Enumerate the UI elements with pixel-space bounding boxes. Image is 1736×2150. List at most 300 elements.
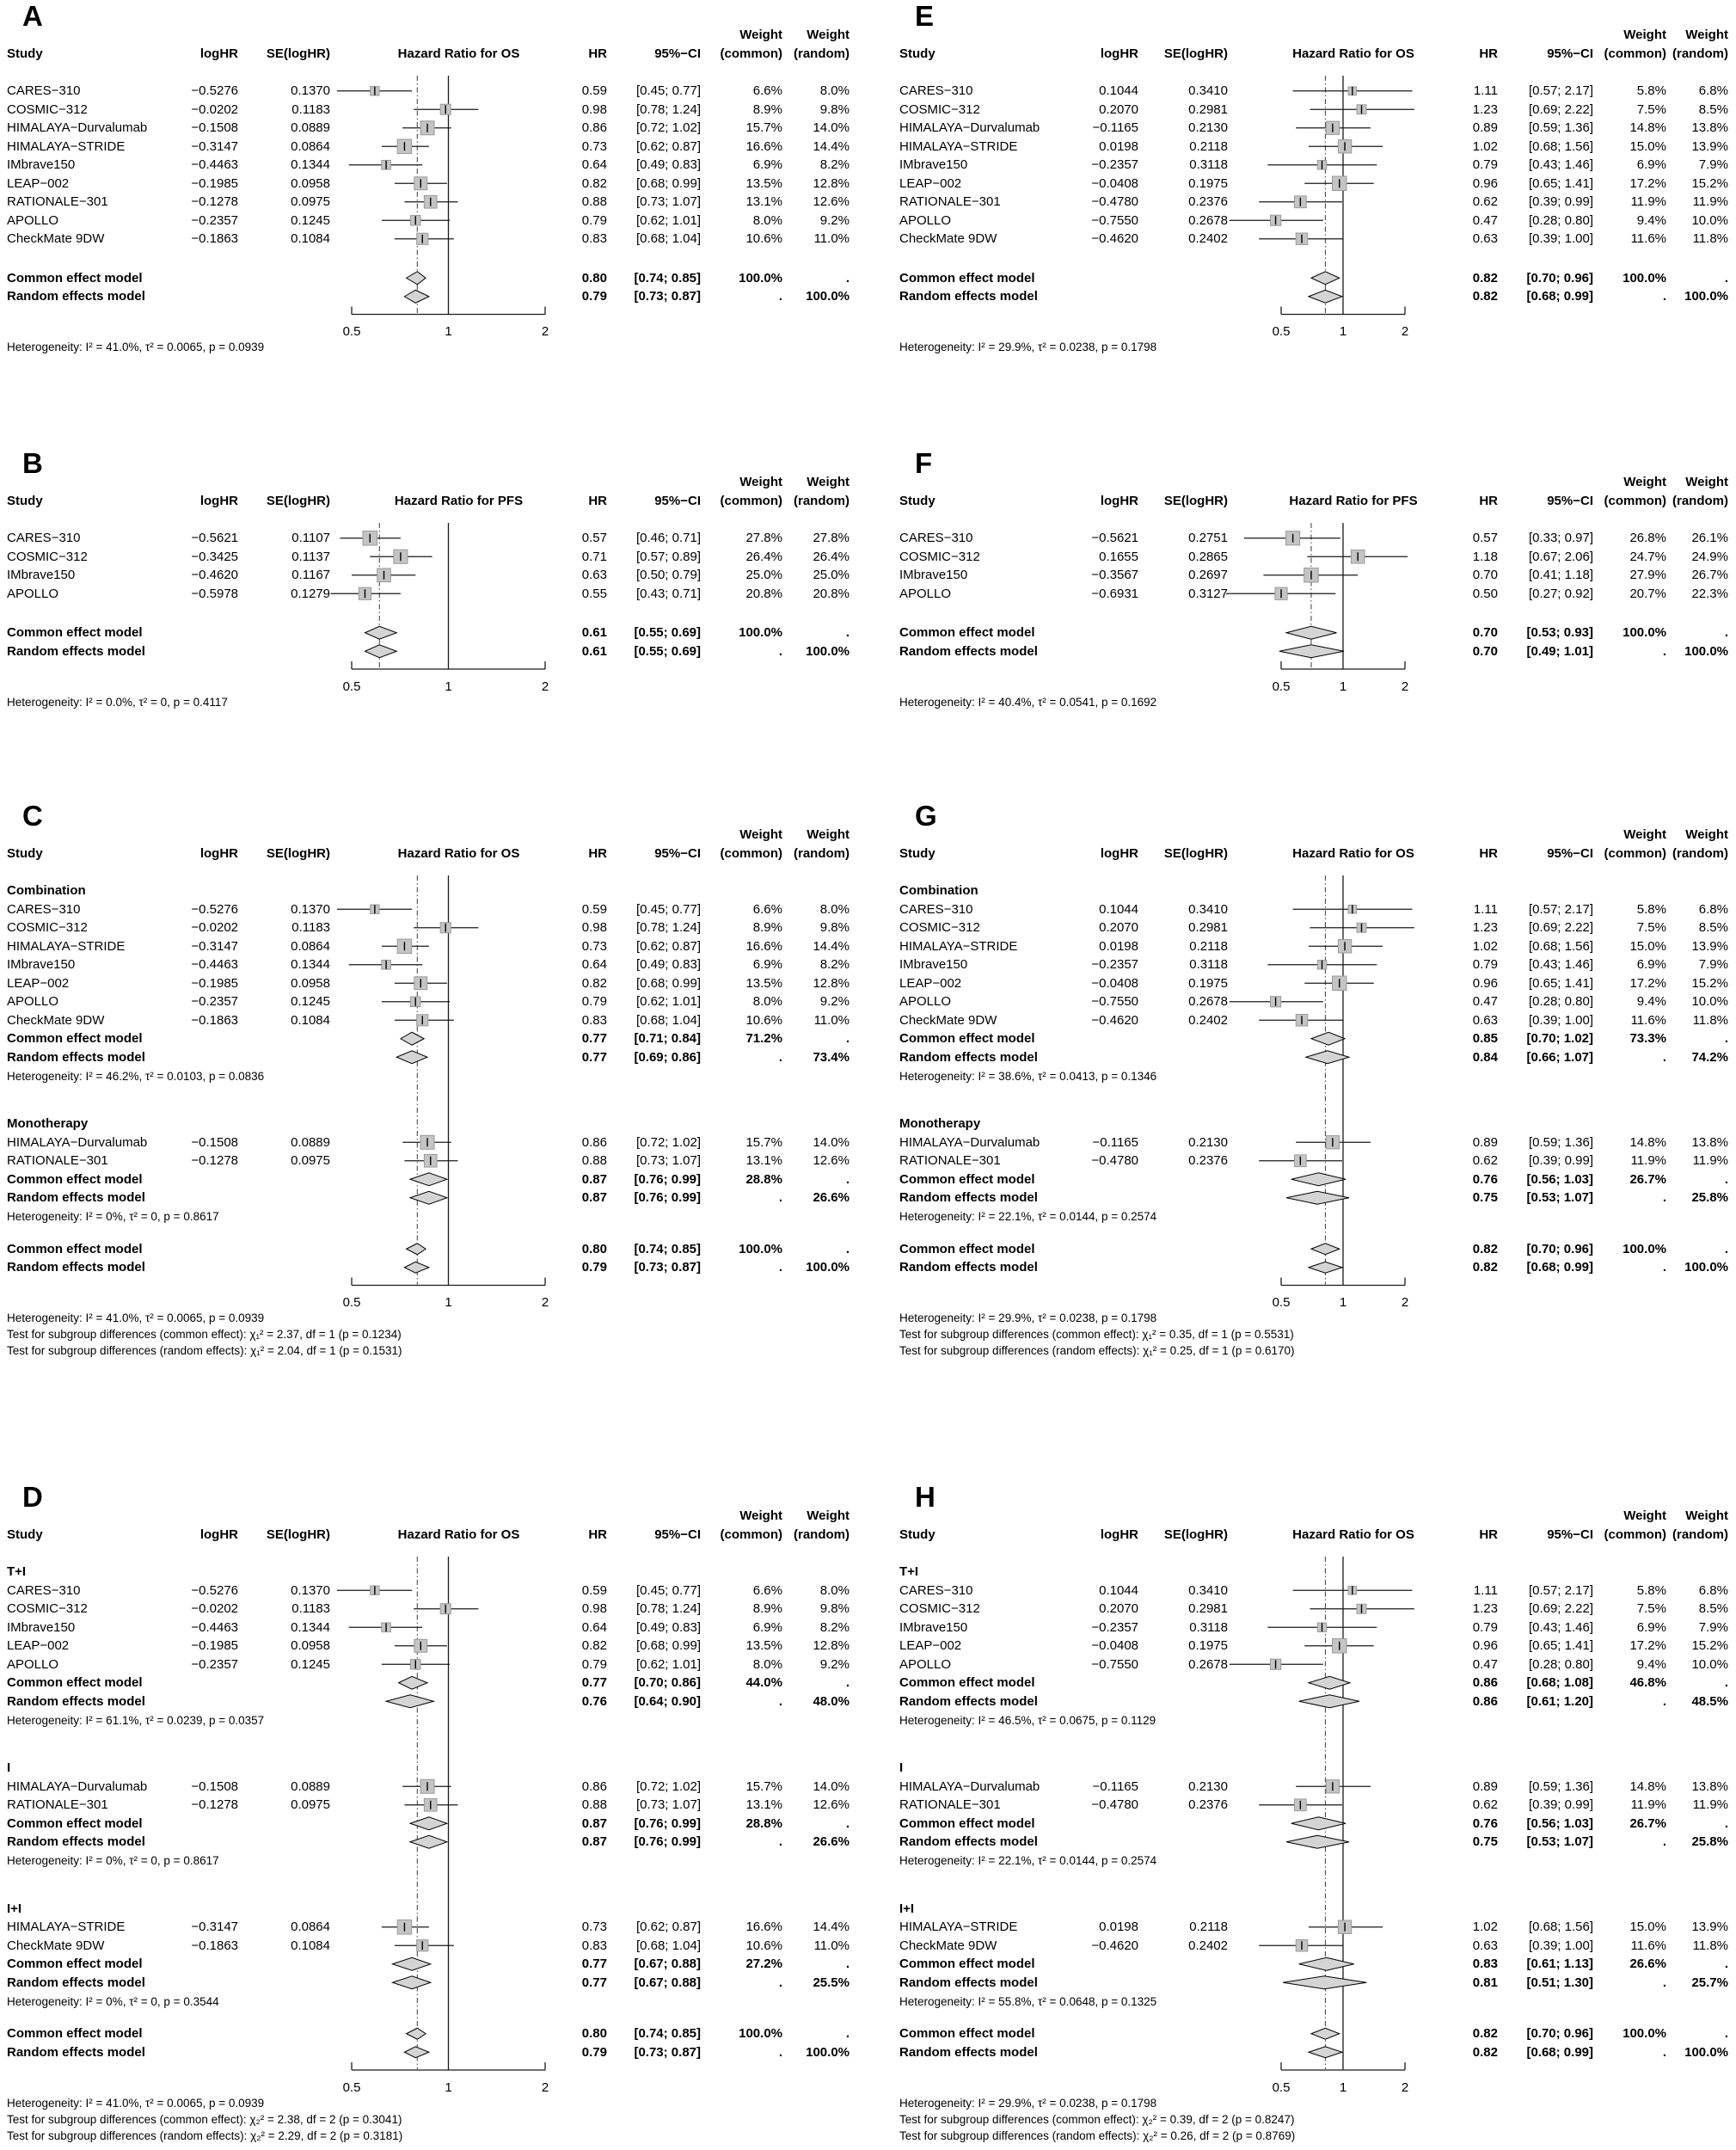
loghr-value: 0.0198 [1099, 138, 1138, 154]
summary-diamond [404, 290, 428, 303]
hr-value: 0.88 [581, 1797, 607, 1813]
se-value: 0.3410 [1188, 1582, 1228, 1598]
panel-letter: G [915, 800, 937, 832]
summary-common-weight-random: . [845, 1675, 850, 1691]
weight-random-value: 14.0% [813, 1134, 850, 1150]
panel-C [0, 800, 868, 1481]
study-name: IMbrave150 [899, 957, 968, 973]
axis-tick-label: 2 [541, 1295, 549, 1310]
summary-random-ci: [0.73; 0.87] [634, 289, 701, 304]
weight-random-value: 8.5% [1698, 101, 1728, 117]
summary-common-weight-random: . [1724, 1031, 1728, 1047]
weight-random-value: 22.3% [1691, 586, 1728, 601]
ci-value: [0.49; 0.83] [635, 157, 701, 173]
hr-value: 0.96 [1472, 1638, 1498, 1654]
axis-tick-label: 0.5 [342, 2079, 361, 2095]
col-header-se: SE(logHR) [1163, 493, 1228, 508]
hr-value: 1.23 [1472, 920, 1498, 936]
study-name: COSMIC−312 [7, 920, 88, 936]
loghr-value: −0.2357 [191, 212, 238, 228]
weight-common-value: 9.4% [1636, 1656, 1666, 1672]
axis-tick-label: 1 [1339, 2079, 1347, 2095]
summary-random-weight-random: 73.4% [813, 1049, 850, 1065]
study-name: CheckMate 9DW [899, 1012, 997, 1028]
summary-common-weight-random: . [1724, 1815, 1728, 1831]
col-header-common: (common) [1604, 845, 1666, 861]
weight-random-value: 11.8% [1692, 1938, 1728, 1953]
hr-value: 1.11 [1473, 83, 1498, 99]
overall-random-ci: [0.68; 0.99] [1526, 2044, 1593, 2060]
loghr-value: 0.2070 [1099, 101, 1138, 117]
weight-random-value: 13.9% [1691, 1920, 1728, 1935]
summary-common-hr: 0.61 [581, 625, 607, 641]
se-value: 0.2678 [1188, 1656, 1228, 1672]
summary-common-label: Common effect model [899, 1171, 1035, 1187]
overall-common-weight-common: 100.0% [739, 1241, 782, 1256]
se-value: 0.1183 [291, 101, 330, 117]
loghr-value: −0.4463 [191, 1619, 238, 1635]
se-value: 0.2130 [1188, 120, 1228, 136]
weight-random-value: 6.8% [1698, 901, 1728, 917]
weight-random-value: 10.0% [1691, 212, 1728, 228]
summary-common-hr: 0.80 [581, 270, 607, 286]
col-header-random: (random) [794, 46, 850, 61]
overall-common-weight-common: 100.0% [739, 2026, 782, 2042]
summary-common-ci: [0.61; 1.13] [1526, 1956, 1593, 1972]
col-header-weight-common: Weight [1623, 826, 1666, 842]
summary-common-hr: 0.70 [1472, 625, 1498, 641]
ci-value: [0.43; 0.71] [635, 586, 701, 601]
se-value: 0.0958 [291, 175, 330, 191]
summary-common-hr: 0.76 [1472, 1815, 1498, 1831]
overall-common-hr: 0.80 [581, 1241, 607, 1256]
hr-value: 0.89 [1472, 120, 1498, 136]
summary-common-hr: 0.87 [581, 1815, 607, 1831]
weight-random-value: 9.8% [819, 920, 850, 936]
summary-common-ci: [0.68; 1.08] [1526, 1675, 1593, 1691]
summary-common-weight-random: . [845, 1815, 850, 1831]
col-header-plot-label: Hazard Ratio for OS [397, 46, 520, 61]
overall-random-hr: 0.79 [581, 1260, 607, 1275]
hr-value: 0.82 [581, 975, 607, 991]
se-value: 0.1975 [1188, 175, 1228, 191]
weight-random-value: 13.9% [1691, 138, 1728, 154]
overall-random-weight-random: 100.0% [806, 2044, 850, 2060]
ci-value: [0.68; 1.56] [1528, 1920, 1593, 1935]
study-name: RATIONALE−301 [899, 1153, 1001, 1169]
overall-random-hr: 0.82 [1472, 2044, 1498, 2060]
se-value: 0.0889 [291, 1134, 330, 1150]
ci-value: [0.46; 0.71] [635, 531, 701, 546]
summary-common-weight-random: . [1724, 1171, 1728, 1187]
se-value: 0.2118 [1189, 938, 1228, 954]
weight-common-value: 10.6% [745, 1938, 782, 1953]
group-label: Monotherapy [7, 1116, 89, 1132]
summary-random-hr: 0.76 [581, 1693, 607, 1709]
study-name: CheckMate 9DW [899, 1938, 997, 1953]
col-header-study: Study [7, 1526, 43, 1542]
hr-value: 0.59 [581, 901, 607, 917]
col-header-study: Study [7, 493, 43, 508]
hr-value: 1.18 [1472, 549, 1498, 564]
study-name: COSMIC−312 [899, 920, 980, 936]
study-name: HIMALAYA−Durvalumab [899, 1134, 1040, 1150]
panel-letter: C [22, 800, 43, 832]
weight-random-value: 26.4% [813, 549, 850, 564]
col-header-hr: HR [588, 46, 607, 61]
summary-random-weight-random: 25.7% [1691, 1975, 1728, 1990]
overall-random-label: Random effects model [7, 2044, 145, 2060]
summary-diamond [393, 1957, 431, 1970]
study-name: APOLLO [7, 212, 59, 228]
study-name: CheckMate 9DW [899, 231, 997, 247]
weight-common-value: 11.6% [1630, 231, 1666, 247]
se-value: 0.2751 [1188, 531, 1228, 546]
study-name: CheckMate 9DW [7, 1012, 105, 1028]
study-name: RATIONALE−301 [7, 194, 108, 210]
ci-value: [0.28; 0.80] [1528, 994, 1593, 1010]
ci-value: [0.62; 0.87] [635, 1920, 701, 1935]
weight-common-value: 15.0% [1629, 938, 1666, 954]
weight-random-value: 15.2% [1691, 175, 1728, 191]
ci-value: [0.68; 1.04] [635, 1938, 701, 1953]
loghr-value: −0.2357 [191, 1656, 238, 1672]
study-name: HIMALAYA−STRIDE [899, 1920, 1018, 1935]
col-header-study: Study [7, 46, 43, 61]
footnote: Test for subgroup differences (random effects): χ₁² = 0.25, df = 1 (p = 0.6170) [899, 1344, 1295, 1357]
summary-random-ci: [0.66; 1.07] [1526, 1049, 1593, 1065]
summary-random-weight-common: . [778, 1049, 782, 1065]
weight-common-value: 7.5% [1636, 920, 1666, 936]
se-value: 0.1370 [291, 83, 330, 99]
summary-common-label: Common effect model [899, 1675, 1035, 1691]
summary-common-weight-random: . [845, 270, 850, 286]
hr-value: 0.79 [581, 212, 607, 228]
loghr-value: −0.2357 [1091, 1619, 1138, 1635]
weight-random-value: 14.4% [813, 1920, 850, 1935]
study-name: HIMALAYA−Durvalumab [899, 120, 1040, 136]
summary-random-ci: [0.76; 0.99] [634, 1190, 701, 1206]
col-header-plot-label: Hazard Ratio for OS [397, 1526, 520, 1542]
summary-random-weight-random: 26.6% [813, 1190, 850, 1206]
weight-random-value: 25.0% [813, 568, 850, 583]
loghr-value: −0.0408 [1091, 175, 1138, 191]
hr-value: 0.57 [1472, 531, 1498, 546]
hr-value: 0.63 [1472, 1938, 1498, 1953]
col-header-plot-label: Hazard Ratio for PFS [1289, 493, 1418, 508]
col-header-weight-random: Weight [1685, 1508, 1728, 1523]
loghr-value: −0.5978 [191, 586, 238, 601]
col-header-ci: 95%−CI [654, 1526, 701, 1542]
study-name: COSMIC−312 [7, 549, 88, 564]
loghr-value: −0.4620 [1091, 231, 1138, 247]
loghr-value: 0.2070 [1099, 1601, 1138, 1617]
ci-value: [0.68; 1.04] [635, 231, 701, 247]
se-value: 0.2376 [1188, 1797, 1228, 1813]
col-header-common: (common) [1604, 493, 1666, 508]
hr-value: 1.23 [1472, 1601, 1498, 1617]
weight-common-value: 13.5% [745, 975, 782, 991]
study-name: LEAP−002 [7, 175, 70, 191]
overall-common-ci: [0.70; 0.96] [1526, 2026, 1593, 2042]
weight-common-value: 11.9% [1630, 1797, 1666, 1813]
hr-value: 0.64 [581, 957, 607, 973]
hr-value: 0.89 [1472, 1778, 1498, 1794]
col-header-se: SE(logHR) [1163, 845, 1228, 861]
summary-random-weight-common: . [1662, 1049, 1666, 1065]
weight-random-value: 10.0% [1691, 994, 1728, 1010]
summary-random-weight-random: 100.0% [806, 289, 850, 304]
ci-value: [0.72; 1.02] [635, 1134, 701, 1150]
footnote: Test for subgroup differences (random effects): χ₂² = 2.29, df = 2 (p = 0.3181) [7, 2128, 403, 2142]
group-label: T+I [7, 1564, 27, 1580]
weight-common-value: 10.6% [745, 231, 782, 247]
study-name: CARES−310 [7, 83, 81, 99]
loghr-value: −0.0408 [1091, 1638, 1138, 1654]
footnote: Heterogeneity: I² = 0.0%, τ² = 0, p = 0.4117 [7, 695, 228, 709]
weight-random-value: 9.8% [819, 1601, 850, 1617]
summary-diamond [407, 1244, 426, 1255]
col-header-hr: HR [1479, 46, 1498, 61]
ci-value: [0.68; 1.56] [1528, 938, 1593, 954]
se-value: 0.3118 [1189, 157, 1228, 173]
col-header-common: (common) [720, 845, 782, 861]
hr-value: 0.63 [1472, 231, 1498, 247]
weight-common-value: 16.6% [745, 1920, 782, 1935]
col-header-weight-random: Weight [1685, 474, 1728, 489]
weight-random-value: 14.4% [813, 938, 850, 954]
summary-common-hr: 0.76 [1472, 1171, 1498, 1187]
weight-random-value: 13.8% [1691, 1134, 1728, 1150]
study-name: HIMALAYA−STRIDE [7, 138, 126, 154]
axis-tick-label: 1 [1339, 679, 1347, 694]
ci-value: [0.78; 1.24] [635, 1601, 701, 1617]
loghr-value: 0.0198 [1099, 938, 1138, 954]
study-name: COSMIC−312 [899, 101, 980, 117]
ci-value: [0.33; 0.97] [1528, 531, 1593, 546]
study-name: APOLLO [7, 586, 59, 601]
se-value: 0.2865 [1188, 549, 1228, 564]
weight-common-value: 8.0% [752, 1656, 782, 1672]
summary-common-weight-common: 27.2% [745, 1956, 782, 1972]
heterogeneity-note: Heterogeneity: I² = 38.6%, τ² = 0.0413, p = 0.1346 [899, 1069, 1157, 1083]
ci-value: [0.62; 0.87] [635, 138, 701, 154]
se-value: 0.1084 [291, 1012, 330, 1028]
weight-common-value: 13.5% [745, 175, 782, 191]
loghr-value: −0.2357 [191, 994, 238, 1010]
axis-tick-label: 0.5 [1272, 679, 1291, 694]
summary-random-ci: [0.61; 1.20] [1526, 1693, 1593, 1709]
study-name: LEAP−002 [899, 975, 962, 991]
summary-random-hr: 0.87 [581, 1834, 607, 1850]
col-header-hr: HR [1479, 845, 1498, 861]
se-value: 0.2376 [1188, 1153, 1228, 1169]
axis-tick-label: 0.5 [342, 1295, 361, 1310]
se-value: 0.1183 [291, 920, 330, 936]
group-label: Combination [899, 883, 978, 899]
study-name: LEAP−002 [7, 975, 70, 991]
se-value: 0.1975 [1188, 975, 1228, 991]
summary-common-ci: [0.71; 0.84] [634, 1031, 701, 1047]
hr-value: 0.62 [1472, 1153, 1498, 1169]
weight-random-value: 11.0% [813, 1938, 850, 1953]
overall-random-weight-random: 100.0% [1684, 1260, 1728, 1275]
summary-common-hr: 0.82 [1472, 270, 1498, 286]
summary-common-weight-random: . [845, 1171, 850, 1187]
footnote: Test for subgroup differences (random effects): χ₁² = 2.04, df = 1 (p = 0.1531) [7, 1344, 402, 1357]
col-header-se: SE(logHR) [1163, 46, 1228, 61]
summary-common-ci: [0.70; 0.96] [1526, 270, 1593, 286]
study-name: IMbrave150 [7, 157, 76, 173]
weight-random-value: 12.8% [813, 975, 850, 991]
loghr-value: 0.1044 [1099, 901, 1138, 917]
overall-common-weight-common: 100.0% [1623, 2026, 1666, 2042]
summary-common-label: Common effect model [899, 1031, 1035, 1047]
se-value: 0.2981 [1188, 920, 1228, 936]
study-name: HIMALAYA−STRIDE [899, 938, 1018, 954]
panel-letter: B [22, 447, 43, 479]
loghr-value: −0.4620 [191, 568, 238, 583]
summary-common-weight-random: . [1724, 1956, 1728, 1972]
summary-common-ci: [0.74; 0.85] [634, 270, 701, 286]
ci-value: [0.68; 0.99] [635, 175, 701, 191]
summary-random-label: Random effects model [899, 1693, 1038, 1709]
study-name: CARES−310 [899, 83, 973, 99]
weight-random-value: 11.8% [1692, 1012, 1728, 1028]
summary-common-label: Common effect model [899, 1956, 1035, 1972]
summary-random-ci: [0.68; 0.99] [1526, 289, 1593, 304]
summary-random-hr: 0.77 [581, 1049, 607, 1065]
overall-random-label: Random effects model [899, 2044, 1038, 2060]
col-header-ci: 95%−CI [654, 493, 701, 508]
footnote: Heterogeneity: I² = 29.9%, τ² = 0.0238, p = 0.1798 [899, 341, 1157, 353]
hr-value: 0.82 [581, 1638, 607, 1654]
summary-common-label: Common effect model [7, 1675, 143, 1691]
loghr-value: −0.3147 [191, 138, 238, 154]
hr-value: 0.63 [581, 568, 607, 583]
col-header-loghr: logHR [1100, 1526, 1138, 1542]
col-header-weight-random: Weight [807, 1508, 850, 1523]
weight-random-value: 12.6% [813, 1153, 850, 1169]
summary-diamond [1311, 2028, 1340, 2039]
weight-random-value: 10.0% [1691, 1656, 1728, 1672]
study-name: IMbrave150 [899, 157, 968, 173]
weight-common-value: 13.1% [745, 194, 782, 210]
summary-random-weight-common: . [1662, 1693, 1666, 1709]
col-header-loghr: logHR [199, 1526, 238, 1542]
ci-value: [0.68; 0.99] [635, 975, 701, 991]
hr-value: 0.64 [581, 157, 607, 173]
study-name: CARES−310 [899, 1582, 973, 1598]
summary-random-weight-random: 26.6% [813, 1834, 850, 1850]
summary-random-label: Random effects model [899, 1049, 1038, 1065]
se-value: 0.1370 [291, 1582, 330, 1598]
loghr-value: 0.2070 [1099, 920, 1138, 936]
col-header-plot-label: Hazard Ratio for OS [1292, 46, 1414, 61]
ci-value: [0.45; 0.77] [635, 901, 701, 917]
summary-diamond [1309, 2047, 1342, 2058]
ci-value: [0.50; 0.79] [635, 568, 701, 583]
axis-tick-label: 1 [1339, 324, 1347, 339]
loghr-value: −0.1508 [191, 120, 238, 136]
ci-value: [0.39; 1.00] [1528, 231, 1593, 247]
summary-random-weight-random: 100.0% [806, 643, 850, 659]
study-name: HIMALAYA−Durvalumab [7, 1134, 148, 1150]
summary-common-weight-random: . [1724, 1675, 1728, 1691]
loghr-value: −0.2357 [1091, 157, 1138, 173]
ci-value: [0.78; 1.24] [635, 920, 701, 936]
weight-common-value: 20.7% [1629, 586, 1666, 601]
summary-random-hr: 0.86 [1472, 1693, 1498, 1709]
summary-common-ci: [0.56; 1.03] [1526, 1171, 1593, 1187]
se-value: 0.0889 [291, 1778, 330, 1794]
summary-random-weight-random: 25.5% [813, 1975, 850, 1990]
summary-common-hr: 0.87 [581, 1171, 607, 1187]
weight-common-value: 11.9% [1630, 1153, 1666, 1169]
footnote: Heterogeneity: I² = 29.9%, τ² = 0.0238, p = 0.1798 [899, 1312, 1157, 1324]
se-value: 0.2130 [1188, 1778, 1228, 1794]
se-value: 0.1245 [291, 1656, 330, 1672]
hr-value: 0.71 [581, 549, 607, 564]
hr-value: 0.83 [581, 1938, 607, 1953]
weight-random-value: 11.0% [813, 1012, 850, 1028]
summary-random-hr: 0.70 [1472, 643, 1498, 659]
hr-value: 0.86 [581, 120, 607, 136]
weight-common-value: 17.2% [1629, 975, 1666, 991]
se-value: 0.1279 [291, 586, 330, 601]
se-value: 0.2981 [1188, 1601, 1228, 1617]
loghr-value: −0.4463 [191, 157, 238, 173]
weight-random-value: 15.2% [1691, 975, 1728, 991]
se-value: 0.0975 [291, 194, 330, 210]
hr-value: 0.88 [581, 194, 607, 210]
se-value: 0.1084 [291, 1938, 330, 1953]
loghr-value: −0.5621 [191, 531, 238, 546]
weight-random-value: 8.5% [1698, 920, 1728, 936]
weight-common-value: 7.5% [1636, 101, 1666, 117]
axis-tick-label: 1 [445, 679, 452, 694]
summary-common-label: Common effect model [7, 625, 143, 641]
weight-common-value: 15.7% [745, 1778, 782, 1794]
study-name: APOLLO [899, 586, 952, 601]
col-header-random: (random) [1672, 46, 1728, 61]
summary-random-weight-common: . [778, 289, 782, 304]
group-label: Monotherapy [899, 1116, 981, 1132]
se-value: 0.2402 [1188, 1938, 1228, 1953]
summary-random-label: Random effects model [7, 1975, 145, 1990]
weight-common-value: 26.8% [1629, 531, 1666, 546]
study-name: IMbrave150 [899, 1619, 968, 1635]
summary-random-weight-random: 100.0% [1684, 643, 1728, 659]
loghr-value: 0.1655 [1099, 549, 1138, 564]
col-header-weight-common: Weight [739, 474, 782, 489]
ci-value: [0.43; 1.46] [1528, 957, 1593, 973]
axis-tick-label: 1 [445, 1295, 452, 1310]
weight-random-value: 20.8% [813, 586, 850, 601]
loghr-value: −0.5621 [1091, 531, 1138, 546]
loghr-value: −0.1508 [191, 1778, 238, 1794]
ci-value: [0.69; 2.22] [1528, 920, 1593, 936]
summary-random-ci: [0.53; 1.07] [1526, 1190, 1593, 1206]
overall-common-label: Common effect model [7, 2026, 143, 2042]
col-header-se: SE(logHR) [266, 845, 330, 861]
summary-common-ci: [0.70; 1.02] [1526, 1031, 1593, 1047]
summary-diamond [1311, 272, 1340, 285]
hr-value: 0.57 [581, 531, 607, 546]
panel-A [0, 0, 868, 447]
col-header-weight-random: Weight [807, 474, 850, 489]
summary-common-weight-common: 100.0% [1623, 270, 1666, 286]
